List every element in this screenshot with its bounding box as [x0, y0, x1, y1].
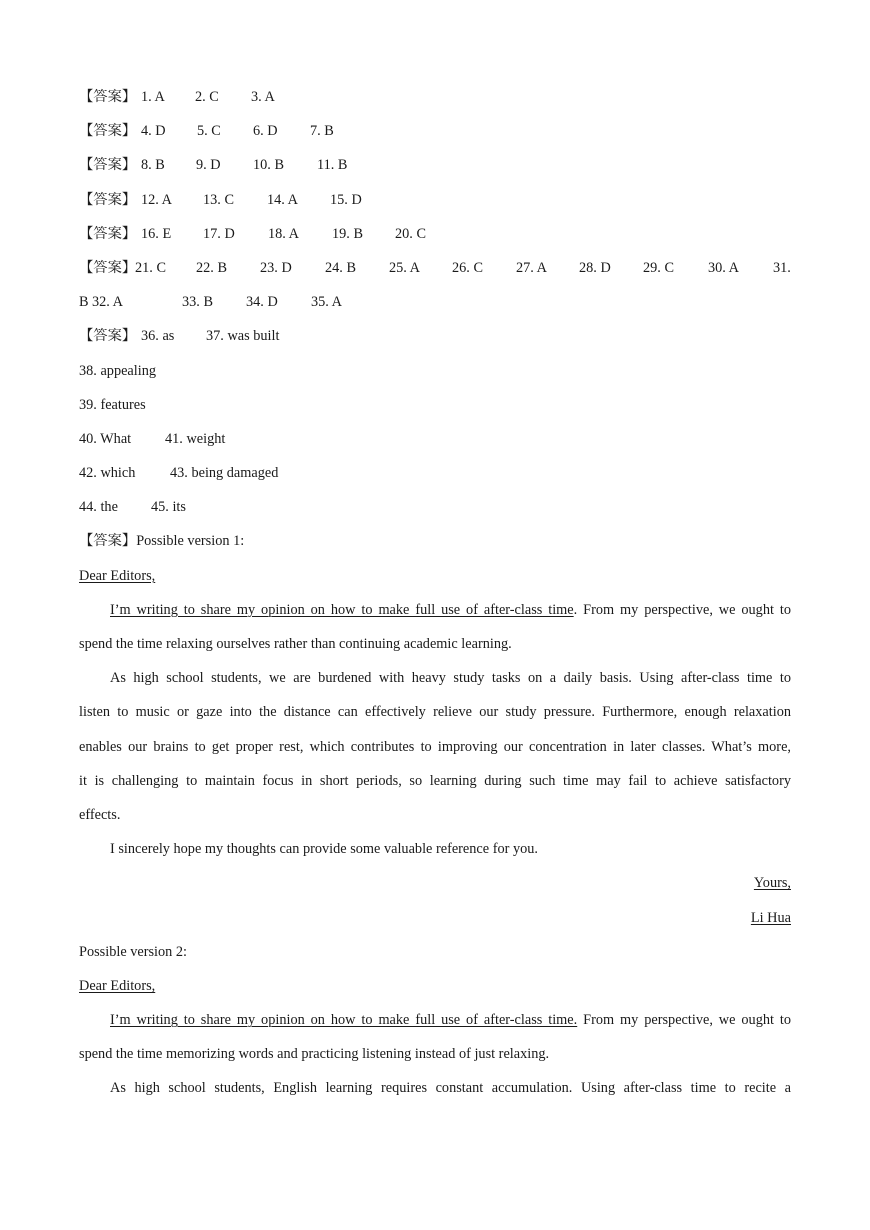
answer-item: 6. D: [253, 123, 278, 140]
essay-text: spend the time memorizing words and practicing listening instead of just relaxing.: [79, 1046, 550, 1063]
essay-line: [79, 1071, 791, 1105]
answer-item: 30. A: [708, 259, 739, 276]
answer-item: 24. B: [325, 259, 356, 276]
essay-signature: [79, 901, 791, 935]
answer-item: 37. was built: [206, 328, 280, 345]
essay-salutation: [79, 559, 791, 593]
answer-item: 20. C: [395, 225, 426, 242]
answer-row: [79, 285, 791, 319]
answer-marker: 【答案】: [79, 191, 137, 208]
answer-item: 3. A: [251, 89, 275, 105]
answer-item: 12. A: [141, 191, 172, 208]
opening-sentence-underlined: I’m writing to share my opinion on how to make full use of after-class time.: [110, 1012, 578, 1029]
answer-row: [79, 148, 791, 182]
essay-text: As high school students, English learning requires constant accumulation. Using after-class time to recite a: [110, 1080, 791, 1097]
answer-marker: 【答案】: [79, 123, 137, 140]
essay-line: [79, 661, 791, 695]
answer-item: 23. D: [260, 259, 292, 276]
answer-row: [79, 388, 791, 422]
opening-sentence-rest: . From my perspective, we ought to: [573, 601, 791, 618]
essay-salutation: [79, 969, 791, 1003]
answer-item: 4. D: [141, 123, 166, 140]
answer-marker: 【答案】: [79, 328, 137, 345]
essay-line: [79, 832, 791, 866]
answer-item: 21. C: [135, 259, 166, 276]
essay-line: [79, 627, 791, 661]
answer-marker: 【答案】: [79, 157, 137, 174]
essay-text: effects.: [79, 806, 121, 823]
essay-line: [79, 695, 791, 729]
salutation: Dear Editors,: [79, 567, 156, 584]
answer-item: 15. D: [330, 191, 362, 208]
answer-marker: 【答案】: [79, 89, 137, 105]
answer-item: 13. C: [203, 191, 234, 208]
answer-item: 26. C: [452, 259, 483, 276]
answer-row: [79, 354, 791, 388]
opening-sentence-rest: From my perspective, we ought to: [577, 1012, 791, 1029]
answer-item: 27. A: [516, 259, 547, 276]
essay-line: [79, 764, 791, 798]
answer-item: 29. C: [643, 259, 674, 276]
answer-item: 18. A: [268, 225, 299, 242]
essay-text: listen to music or gaze into the distance can effectively relieve our study pressure. Furthermore, enough relaxation: [79, 704, 791, 721]
essay-version-label: [79, 524, 791, 558]
answer-item: 17. D: [203, 225, 235, 242]
answer-item: 41. weight: [165, 430, 226, 447]
answer-item: 8. B: [141, 157, 165, 174]
sign-off: Yours,: [753, 875, 791, 892]
answer-row: [79, 456, 791, 490]
answer-item: 5. C: [197, 123, 221, 140]
essay-text: enables our brains to get proper rest, which contributes to improving our concentration in later classes. What’s more,: [79, 738, 791, 755]
essay-line: [79, 593, 791, 627]
answer-item: 39. features: [79, 396, 146, 413]
essay-text: it is challenging to maintain focus in short periods, so learning during such time may fail to achieve satisfactory: [79, 772, 791, 789]
version-label: Possible version 2:: [79, 943, 188, 960]
answer-row: [79, 183, 791, 217]
answer-item: 33. B: [182, 294, 213, 311]
answer-row: [79, 251, 791, 285]
answer-item: 44. the: [79, 499, 118, 516]
signature: Li Hua: [750, 909, 791, 926]
answer-item: 10. B: [253, 157, 284, 174]
answer-item: B: [79, 294, 89, 311]
answer-item: 14. A: [267, 191, 298, 208]
answer-row: [79, 80, 791, 114]
closing-sentence: I sincerely hope my thoughts can provide some valuable reference for you.: [110, 841, 538, 858]
essay-text: As high school students, we are burdened with heavy study tasks on a daily basis. Using after-class time to: [110, 670, 791, 687]
answer-marker: 【答案】: [79, 225, 137, 242]
answer-item: 7. B: [310, 123, 334, 140]
version-label: Possible version 1:: [136, 533, 245, 550]
answer-row: [79, 319, 791, 353]
answer-row: [79, 114, 791, 148]
opening-sentence-underlined: I’m writing to share my opinion on how to make full use of after-class time: [110, 601, 574, 618]
answer-item: 42. which: [79, 465, 136, 482]
essay-line: [79, 1003, 791, 1037]
answer-item: 2. C: [195, 89, 219, 105]
answer-marker: 【答案】: [79, 259, 137, 276]
answer-item: 36. as: [141, 328, 175, 345]
answer-marker: 【答案】: [79, 533, 137, 550]
essay-line: [79, 730, 791, 764]
answer-item: 25. A: [389, 259, 420, 276]
answer-row: [79, 422, 791, 456]
answer-item: 16. E: [141, 225, 172, 242]
answer-item: 34. D: [246, 294, 278, 311]
answer-item: 11. B: [317, 157, 348, 174]
answer-row: [79, 490, 791, 524]
answer-item: 9. D: [196, 157, 221, 174]
essay-version-label: [79, 935, 791, 969]
salutation: Dear Editors,: [79, 977, 156, 994]
answer-item: 35. A: [311, 294, 342, 311]
answer-item: 22. B: [196, 259, 227, 276]
essay-text: spend the time relaxing ourselves rather than continuing academic learning.: [79, 636, 512, 652]
answer-row: [79, 217, 791, 251]
essay-line: [79, 1037, 791, 1071]
answer-item: 43. being damaged: [170, 465, 279, 482]
answer-item: 38. appealing: [79, 362, 157, 379]
answer-item: 40. What: [79, 430, 132, 447]
answer-item: 32. A: [92, 294, 123, 311]
answer-item: 19. B: [332, 225, 363, 242]
answer-item: 28. D: [579, 259, 611, 276]
essay-sign-off: [79, 866, 791, 900]
answer-item: 1. A: [141, 89, 165, 105]
essay-line: [79, 798, 791, 832]
answer-item: 45. its: [151, 499, 186, 516]
answer-item: 31.: [773, 259, 791, 276]
